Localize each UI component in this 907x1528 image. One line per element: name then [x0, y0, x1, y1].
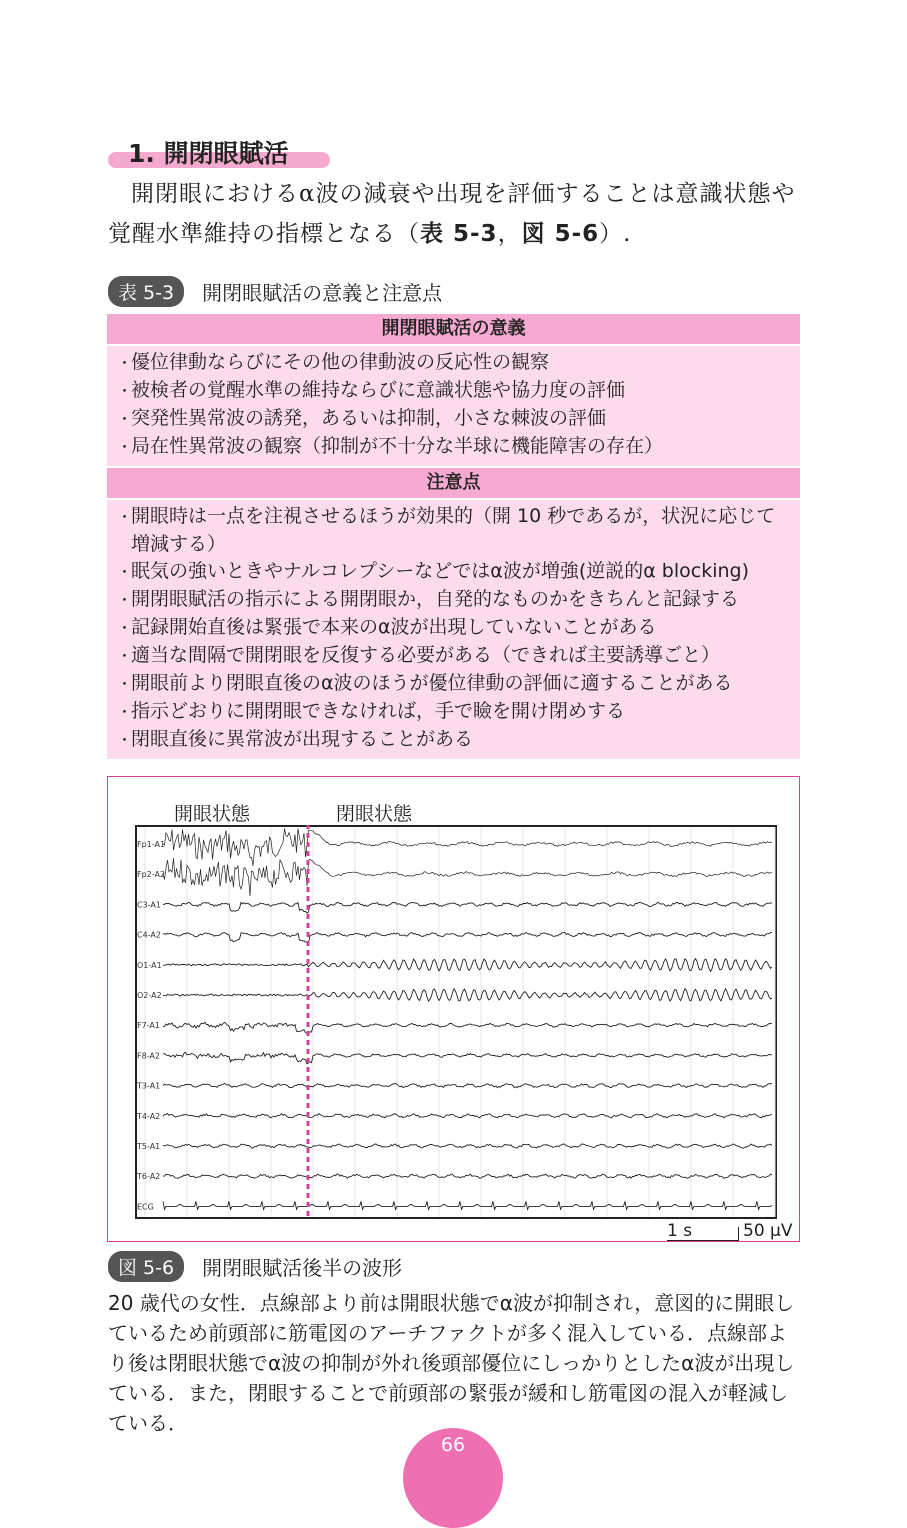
list-item: ・ 指示どおりに開閉眼できなければ，手で瞼を開け閉めする [117, 698, 788, 726]
table-header-significance: 開閉眼賦活の意義 [107, 314, 800, 344]
eeg-chart [135, 825, 777, 1219]
channel-label: F8-A2 [137, 1051, 160, 1061]
list-item: ・ 適当な間隔で開閉眼を反復する必要がある（できれば主要誘導ごと） [117, 642, 788, 670]
list-item: ・ 局在性異常波の観察（抑制が不十分な半球に機能障害の存在） [117, 433, 788, 461]
list-item: ・ 被検者の覚醒水準の維持ならびに意識状態や協力度の評価 [117, 377, 788, 405]
channel-label: T4-A2 [137, 1111, 161, 1121]
table-caption [108, 276, 442, 306]
table-badge: 表 5-3 [108, 276, 184, 307]
list-item: ・ 眠気の強いときやナルコレプシーなどではα波が増強(逆説的α blocking) [117, 558, 788, 586]
eeg-trace-area [135, 825, 793, 1241]
intro-paragraph [108, 174, 808, 254]
channel-label: T6-A2 [137, 1172, 161, 1182]
channel-label: ECG [137, 1202, 154, 1212]
table-reference[interactable]: 表 5-3 [420, 221, 498, 247]
table-title: 開閉眼賦活の意義と注意点 [202, 280, 443, 305]
section-title: 1. 開閉眼賦活 [128, 139, 289, 168]
eeg-figure [107, 776, 800, 1242]
intro-text-2: 波の減衰や出現を評価することは意識状態や覚醒水準維持の指標となる（ [108, 181, 796, 247]
scale-time: 1 s [667, 1221, 693, 1241]
figure-description: 20 歳代の女性．点線部より前は開眼状態でα波が抑制され，意図的に開眼しているため前頭部に筋電図のアーチファクトが多く混入している．点線部より後は閉眼状態でα波の抑制が外れ後頭部優位にしっかりとしたα波が出現している．また，閉眼することで前頭部の緊張が緩和し筋電図の混入が軽減している． [108, 1291, 795, 1435]
eeg-frame [136, 826, 776, 1218]
page-number: 66 [440, 1434, 466, 1456]
scale-bar [665, 1221, 793, 1245]
list-item: ・ 開眼時は一点を注視させるほうが効果的（開 10 秒であるが，状況に応じて増減する） [117, 503, 788, 558]
table-header-cautions: 注意点 [107, 468, 800, 498]
list-item: ・ 優位律動ならびにその他の律動波の反応性の観察 [117, 349, 788, 377]
label-eyes-open: 開眼状態 [174, 803, 251, 825]
figure-title: 開閉眼賦活後半の波形 [202, 1256, 403, 1280]
channel-label: Fp1-A1 [137, 840, 166, 849]
page-number-badge [403, 1428, 503, 1528]
channel-label: F7-A1 [137, 1021, 160, 1031]
channel-label: O1-A1 [137, 960, 162, 970]
scale-bar-tick [738, 1227, 739, 1240]
channel-label: Fp2-A2 [137, 870, 166, 880]
channel-label: C3-A1 [137, 900, 161, 910]
channel-label: T5-A1 [137, 1142, 161, 1151]
scale-amplitude: 50 μV [743, 1221, 793, 1241]
table-body-significance [107, 344, 800, 468]
section-heading [108, 132, 330, 172]
list-item: ・ 記録開始直後は緊張で本来のα波が出現していないことがある [117, 614, 788, 642]
list-item: ・ 開眼前より閉眼直後のα波のほうが優位律動の評価に適することがある [117, 670, 788, 698]
info-table [107, 314, 800, 761]
list-item: ・ 開閉眼賦活の指示による開閉眼か，自発的なものかをきちんと記録する [117, 586, 788, 614]
label-eyes-closed: 閉眼状態 [336, 803, 413, 825]
channel-label: O2-A2 [137, 991, 162, 1000]
table-body-cautions [107, 498, 800, 761]
figure-caption [108, 1251, 402, 1282]
channel-label: C4-A2 [137, 930, 161, 940]
list-item: ・ 突発性異常波の誘発，あるいは抑制，小さな棘波の評価 [117, 405, 788, 433]
figure-reference[interactable]: 図 5-6 [521, 221, 600, 247]
intro-text-1: 開閉眼における [131, 181, 299, 207]
intro-text-3: ）. [599, 221, 632, 247]
list-item: ・ 閉眼直後に異常波が出現することがある [117, 726, 788, 754]
intro-alpha: α [299, 181, 316, 207]
reference-separator: ， [497, 221, 522, 247]
figure-badge: 図 5-6 [108, 1251, 184, 1282]
scale-bar-line [667, 1240, 739, 1241]
channel-label: T3-A1 [137, 1081, 161, 1091]
